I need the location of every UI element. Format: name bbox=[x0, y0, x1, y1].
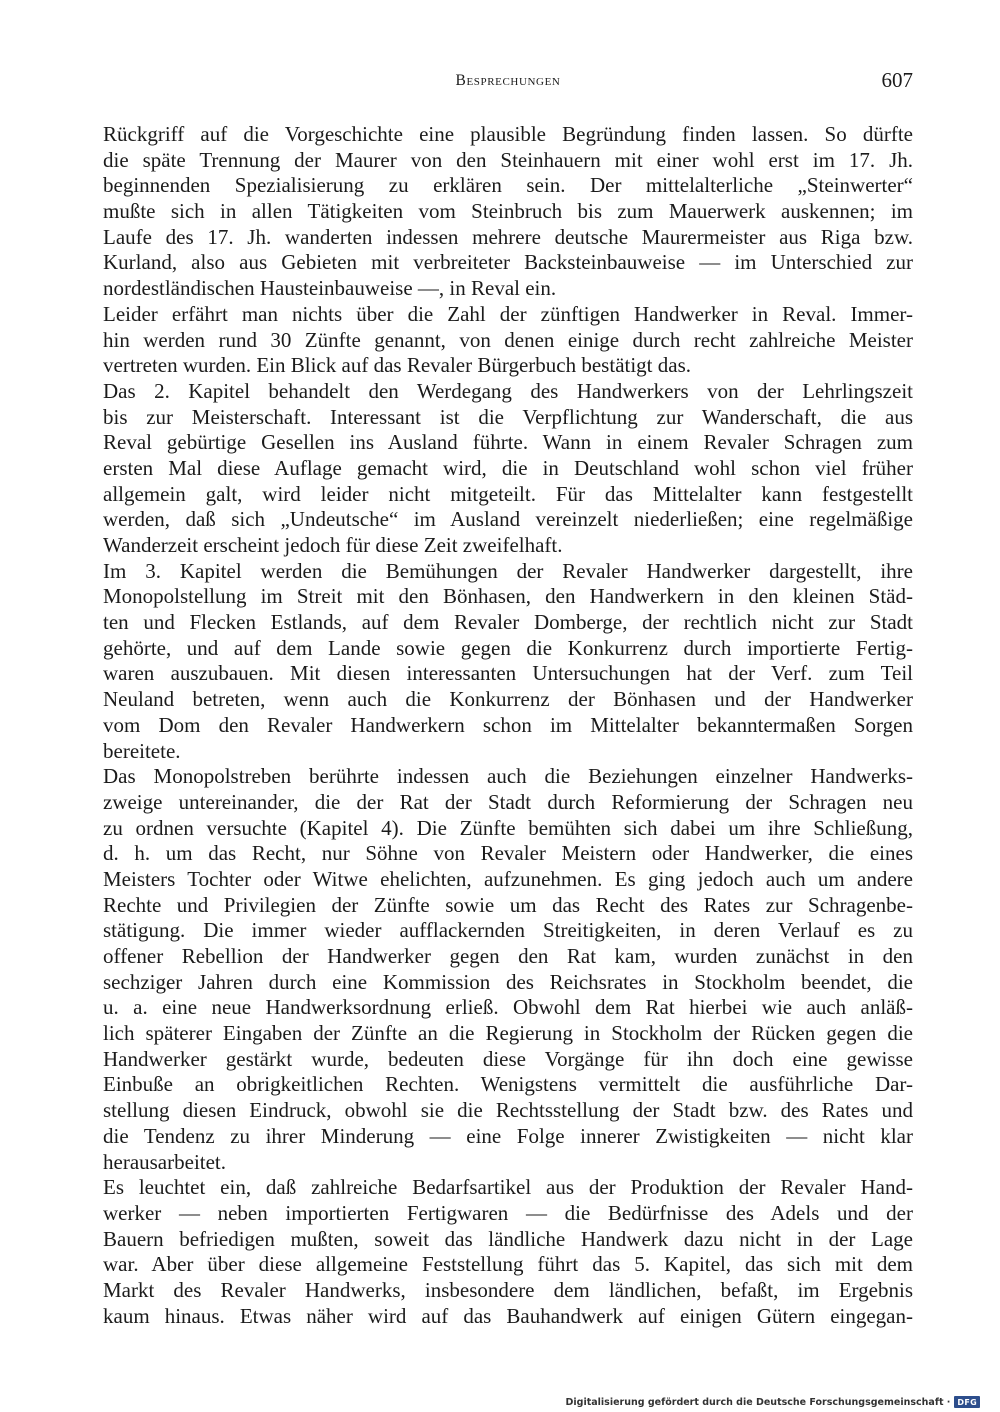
text-line: die späte Trennung der Maurer von den Steinhauern mit einer wohl erst im 17. Jh. bbox=[103, 147, 913, 172]
text-line: ersten Mal diese Auflage gemacht wird, die in Deutschland wohl schon viel früher bbox=[103, 455, 913, 480]
text-line: d. h. um das Recht, nur Söhne von Revaler Meistern oder Handwerker, die eines bbox=[103, 841, 913, 866]
text-line: Das 2. Kapitel behandelt den Werdegang des Handwerkers von der Lehrlingszeit bbox=[103, 378, 913, 403]
text-line: waren auszubauen. Mit diesen interessanten Untersuchungen hat der Verf. zum Teil bbox=[103, 661, 913, 686]
text-line: herausarbeitet. bbox=[103, 1149, 227, 1174]
text-line: kaum hinaus. Etwas näher wird auf das Bauhandwerk auf einigen Gütern eingegan- bbox=[103, 1303, 913, 1328]
text-line: Rückgriff auf die Vorgeschichte eine plausible Begründung finden lassen. So dürfte bbox=[103, 122, 913, 146]
text-line: Laufe des 17. Jh. wanderten indessen mehrere deutsche Maurermeister aus Riga bzw. bbox=[103, 224, 913, 249]
text-line: Es leuchtet ein, daß zahlreiche Bedarfsartikel aus der Produktion der Revaler Hand- bbox=[103, 1175, 913, 1200]
running-head: Besprechungen bbox=[455, 72, 561, 89]
dfg-logo: DFG bbox=[954, 1396, 980, 1408]
text-line: Leider erfährt man nichts über die Zahl der zünftigen Handwerker in Reval. Immer- bbox=[103, 301, 913, 326]
review-body-text bbox=[103, 122, 913, 1329]
text-line: mußte sich in allen Tätigkeiten vom Steinbruch bis zum Mauerwerk auskennen; im bbox=[103, 199, 913, 224]
digitization-credit bbox=[566, 1395, 980, 1409]
text-line: stellung diesen Eindruck, obwohl sie die Rechtsstellung der Stadt bzw. des Rates und bbox=[103, 1098, 913, 1123]
text-line: lich späterer Eingaben der Zünfte an die Regierung in Stockholm der Rücken gegen die bbox=[103, 1021, 913, 1046]
text-line: hin werden rund 30 Zünfte genannt, von denen einige durch recht zahlreiche Meister bbox=[103, 327, 913, 352]
text-line: Monopolstellung im Streit mit den Bönhasen, den Handwerkern in den kleinen Städ- bbox=[103, 584, 913, 609]
text-line: vertreten wurden. Ein Blick auf das Revaler Bürgerbuch bestätigt das. bbox=[103, 353, 692, 378]
page-number: 607 bbox=[881, 68, 913, 92]
text-line: war. Aber über diese allgemeine Feststellung führt das 5. Kapitel, das sich mit dem bbox=[103, 1252, 913, 1277]
text-line: zu ordnen versuchte (Kapitel 4). Die Zünfte bemühten sich dabei um ihre Schließung, bbox=[103, 815, 913, 840]
text-line: Handwerker gestärkt wurde, bedeuten diese Vorgänge für ihn doch eine gewisse bbox=[103, 1046, 913, 1071]
text-line: sechziger Jahren durch eine Kommission des Reichsrates in Stockholm beendet, die bbox=[103, 969, 913, 994]
text-line: Markt des Revaler Handwerks, insbesondere dem ländlichen, befaßt, im Ergebnis bbox=[103, 1277, 913, 1302]
text-line: allgemein galt, wird leider nicht mitgeteilt. Für das Mittelalter kann festgestellt bbox=[103, 481, 913, 506]
text-line: werden, daß sich „Undeutsche“ im Ausland vereinzelt niederließen; eine regelmäßige bbox=[103, 507, 913, 532]
text-line: Wanderzeit erscheint jedoch für diese Zeit zweifelhaft. bbox=[103, 533, 563, 557]
text-line: Einbuße an obrigkeitlichen Rechten. Wenigstens vermittelt die ausführliche Dar- bbox=[103, 1072, 913, 1097]
text-line: vom Dom den Revaler Handwerkern schon im Mittelalter bekanntermaßen Sorgen bbox=[103, 712, 913, 737]
text-line: nordestländischen Hausteinbauweise —, in Reval ein. bbox=[103, 276, 557, 301]
text-line: ten und Flecken Estlands, auf dem Revaler Domberge, der rechtlich nicht zur Stadt bbox=[103, 610, 913, 635]
text-line: u. a. eine neue Handwerksordnung erließ. Obwohl dem Rat hierbei wie auch anläß- bbox=[103, 995, 913, 1020]
text-line: beginnenden Spezialisierung zu erklären sein. Der mittelalterliche „Steinwerter“ bbox=[103, 173, 913, 198]
text-line: Kurland, also aus Gebieten mit verbreiteter Backsteinbauweise — im Unterschied zur bbox=[103, 250, 913, 275]
text-line: die Tendenz zu ihrer Minderung — eine Folge innerer Zwistigkeiten — nicht klar bbox=[103, 1123, 913, 1148]
text-line: Bauern befriedigen mußten, soweit das ländliche Handwerk dazu nicht in der Lage bbox=[103, 1226, 913, 1251]
text-line: Rechte und Privilegien der Zünfte sowie um das Recht des Rates zur Schragenbe- bbox=[103, 892, 913, 917]
credit-text: Digitalisierung gefördert durch die Deutsche Forschungsgemeinschaft · bbox=[565, 1396, 951, 1408]
text-line: Im 3. Kapitel werden die Bemühungen der Revaler Handwerker dargestellt, ihre bbox=[103, 558, 913, 583]
text-line: Meisters Tochter oder Witwe ehelichten, aufzunehmen. Es ging jedoch auch um andere bbox=[103, 866, 913, 891]
text-line: stätigung. Die immer wieder aufflackernden Streitigkeiten, in deren Verlauf es zu bbox=[103, 918, 913, 943]
text-line: bis zur Meisterschaft. Interessant ist die Verpflichtung zur Wanderschaft, die aus bbox=[103, 404, 913, 429]
text-line: bereitete. bbox=[103, 738, 181, 763]
text-line: offener Rebellion der Handwerker gegen den Rat kam, wurden zunächst in den bbox=[103, 944, 913, 968]
page-header bbox=[103, 66, 913, 100]
text-line: Neuland betreten, wenn auch die Konkurrenz der Bönhasen und der Handwerker bbox=[103, 687, 913, 712]
text-line: Das Monopolstreben berührte indessen auch die Beziehungen einzelner Handwerks- bbox=[103, 764, 913, 789]
text-line: werker — neben importierten Fertigwaren — die Bedürfnisse des Adels und der bbox=[103, 1200, 913, 1225]
text-line: zweige untereinander, die der Rat der Stadt durch Reformierung der Schragen neu bbox=[103, 789, 913, 814]
text-line: gehörte, und auf dem Lande sowie gegen die Konkurrenz durch importierte Fertig- bbox=[103, 635, 913, 660]
text-line: Reval gebürtige Gesellen ins Ausland führte. Wann in einem Revaler Schragen zum bbox=[103, 430, 913, 455]
